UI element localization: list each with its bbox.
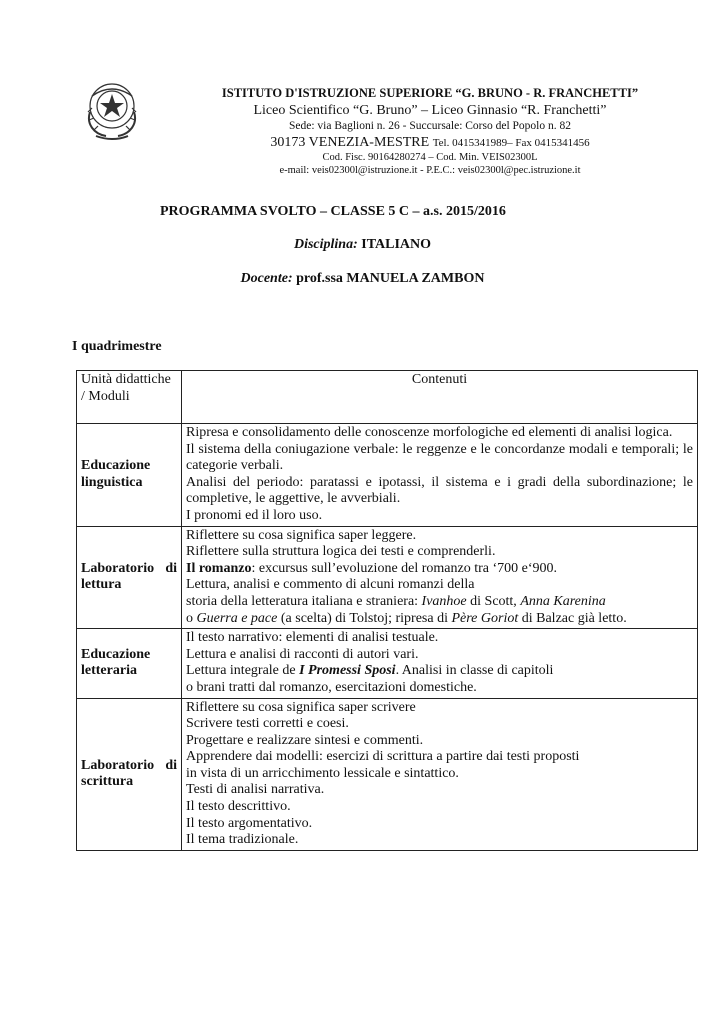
table-row <box>77 629 698 698</box>
contact-emails: e-mail: veis02300l@istruzione.it - P.E.C.: veis02300l@pec.istruzione.it <box>279 165 581 177</box>
content-line: Apprendere dai modelli: esercizi di scrittura a partire dai testi proposti <box>186 749 580 765</box>
module-name: Laboratorio di scrittura <box>77 698 182 850</box>
book-title: Père Goriot <box>451 610 519 626</box>
module-name: Educazione letteraria <box>77 629 182 698</box>
content-line: Il tema tradizionale. <box>186 832 299 848</box>
content-line: Lettura e analisi di racconti di autori vari. <box>186 646 419 662</box>
content-line: Il testo argomentativo. <box>186 815 313 831</box>
text-fragment: storia della letteratura italiana e straniera: <box>186 593 422 609</box>
school-names: Liceo Scientifico “G. Bruno” – Liceo Ginnasio “R. Franchetti” <box>253 102 607 118</box>
letterhead <box>180 86 680 177</box>
book-title: I Promessi Sposi <box>299 663 396 679</box>
content-line: Analisi del periodo: paratassi e ipotassi, il sistema e i gradi della subordinazione; le completive, le aggettive, le avverbiali. <box>186 474 693 507</box>
book-title: Ivanhoe <box>421 593 467 609</box>
teacher-label: Docente: <box>240 271 293 286</box>
content-line <box>186 594 693 611</box>
content-line: Ripresa e consolidamento delle conoscenze morfologiche ed elementi di analisi logica. <box>186 425 673 440</box>
school-address: Sede: via Baglioni n. 26 - Succursale: Corso del Popolo n. 82 <box>288 120 572 133</box>
table-row <box>77 424 698 527</box>
romanzo-label: Il romanzo <box>186 560 252 576</box>
content-line: in vista di un arricchimento lessicale e sintattico. <box>186 765 459 781</box>
institute-name: ISTITUTO D'ISTRUZIONE SUPERIORE “G. BRUNO - R. FRANCHETTI” <box>221 86 639 100</box>
text-fragment: (a scelta) di Tolstoj; ripresa di <box>277 610 452 626</box>
module-contents <box>182 629 698 698</box>
content-line: Il testo narrativo: elementi di analisi testuale. <box>186 630 439 646</box>
teacher-line <box>0 271 725 287</box>
table-row <box>77 526 698 629</box>
content-line: Riflettere sulla struttura logica dei testi e comprenderli. <box>186 544 496 560</box>
section-title: I quadrimestre <box>72 339 162 354</box>
discipline-line <box>0 237 725 253</box>
table-row <box>77 698 698 850</box>
content-line: Riflettere su cosa significa saper scrivere <box>186 699 416 715</box>
module-name: Educazione linguistica <box>77 424 182 527</box>
content-line: Testi di analisi narrativa. <box>186 782 325 798</box>
teacher-value: prof.ssa MANUELA ZAMBON <box>296 271 485 286</box>
content-line: Riflettere su cosa significa saper leggere. <box>186 527 417 543</box>
city: 30173 VENEZIA-MESTRE <box>270 134 430 150</box>
text-fragment: Lettura integrale de <box>186 663 300 679</box>
content-line: I pronomi ed il loro uso. <box>186 507 323 523</box>
modules-header: Unità didattiche / Moduli <box>77 371 182 424</box>
content-line <box>186 561 693 578</box>
text-fragment: o <box>186 610 197 626</box>
module-name: Laboratorio di lettura <box>77 526 182 629</box>
discipline-value: ITALIANO <box>361 237 432 252</box>
content-line: Lettura, analisi e commento di alcuni romanzi della <box>186 577 475 593</box>
table-header-row <box>77 371 698 424</box>
content-line <box>186 611 693 628</box>
text-fragment: . Analisi in classe di capitoli <box>395 663 554 679</box>
romanzo-text: : excursus sull’evoluzione del romanzo tra ‘700 e‘900. <box>251 560 558 576</box>
text-fragment: di Balzac già letto. <box>518 610 627 626</box>
program-table <box>76 370 698 851</box>
content-line: Il sistema della coniugazione verbale: le reggenze e le concordanze modali e temporali; le categorie verbali. <box>186 441 693 474</box>
content-line <box>186 663 693 680</box>
module-contents <box>182 526 698 629</box>
content-line: o brani tratti dal romanzo, esercitazioni domestiche. <box>186 679 477 695</box>
contents-header: Contenuti <box>182 371 698 424</box>
book-title: Anna Karenina <box>520 593 606 609</box>
text-fragment: di Scott, <box>466 593 521 609</box>
phone-fax: Tel. 0415341989– Fax 0415341456 <box>432 136 590 149</box>
content-line: Progettare e realizzare sintesi e commenti. <box>186 732 424 748</box>
book-title: Guerra e pace <box>196 610 278 626</box>
discipline-label: Disciplina: <box>293 237 358 252</box>
city-phone <box>180 134 680 152</box>
module-contents <box>182 424 698 527</box>
document-title: PROGRAMMA SVOLTO – CLASSE 5 C – a.s. 2015/2016 <box>160 204 506 219</box>
italian-republic-emblem-icon <box>82 78 142 142</box>
content-line: Scrivere testi corretti e coesi. <box>186 716 349 732</box>
module-contents <box>182 698 698 850</box>
fiscal-codes: Cod. Fisc. 90164280274 – Cod. Min. VEIS02300L <box>322 152 538 163</box>
content-line: Il testo descrittivo. <box>186 799 291 815</box>
